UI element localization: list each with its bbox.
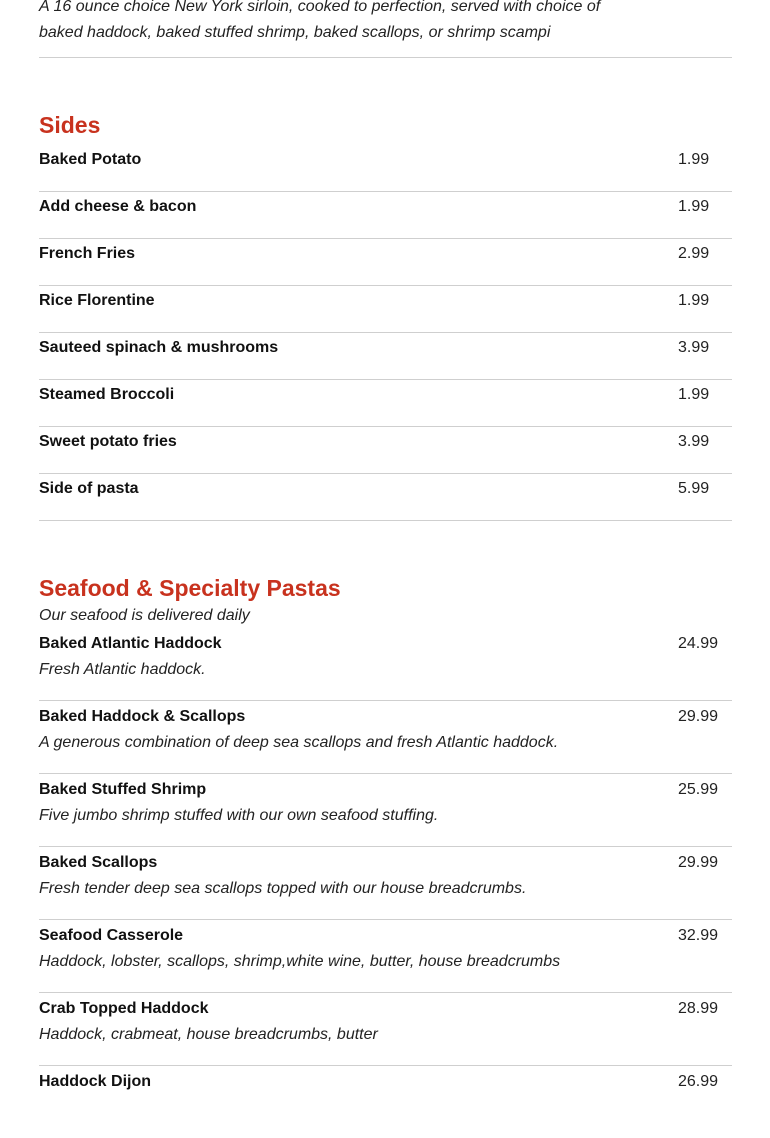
item-price: 5.99 bbox=[678, 480, 710, 497]
top-item-description bbox=[39, 0, 732, 46]
item-price: 1.99 bbox=[678, 292, 710, 309]
item-description: Haddock, crabmeat, house breadcrumbs, butter bbox=[39, 1026, 378, 1043]
item-price: 29.99 bbox=[678, 708, 719, 725]
item-name: Side of pasta bbox=[39, 480, 139, 497]
item-name: Rice Florentine bbox=[39, 292, 155, 309]
item-name: Baked Haddock & Scallops bbox=[39, 708, 246, 725]
item-name: Baked Potato bbox=[39, 151, 142, 168]
menu-item bbox=[39, 920, 732, 993]
item-price: 25.99 bbox=[678, 781, 719, 798]
seafood-subtitle: Our seafood is delivered daily bbox=[39, 607, 250, 624]
seafood-title: Seafood & Specialty Pastas bbox=[39, 575, 341, 601]
item-price: 3.99 bbox=[678, 433, 710, 450]
item-name: Steamed Broccoli bbox=[39, 386, 175, 403]
item-price: 24.99 bbox=[678, 635, 719, 652]
item-price: 1.99 bbox=[678, 198, 710, 215]
menu-item bbox=[39, 145, 732, 192]
item-name: Seafood Casserole bbox=[39, 927, 184, 944]
menu-item bbox=[39, 192, 732, 239]
menu-item bbox=[39, 427, 732, 474]
item-name: Add cheese & bacon bbox=[39, 198, 197, 215]
menu-item bbox=[39, 1066, 732, 1138]
item-price: 28.99 bbox=[678, 1000, 719, 1017]
item-description: A generous combination of deep sea scallops and fresh Atlantic haddock. bbox=[39, 734, 559, 751]
item-name: Baked Atlantic Haddock bbox=[39, 635, 222, 652]
item-price: 32.99 bbox=[678, 927, 719, 944]
item-name: Sweet potato fries bbox=[39, 433, 177, 450]
menu-item bbox=[39, 286, 732, 333]
top-item-description-line1: A 16 ounce choice New York sirloin, cooked to perfection, served with choice of bbox=[39, 0, 601, 15]
menu-item bbox=[39, 380, 732, 427]
item-description: Haddock, lobster, scallops, shrimp,white wine, butter, house breadcrumbs bbox=[39, 953, 561, 970]
menu-item bbox=[39, 628, 732, 701]
item-name: Crab Topped Haddock bbox=[39, 1000, 209, 1017]
item-price: 3.99 bbox=[678, 339, 710, 356]
menu-item bbox=[39, 847, 732, 920]
item-price: 1.99 bbox=[678, 386, 710, 403]
item-name: Sauteed spinach & mushrooms bbox=[39, 339, 279, 356]
top-item-description-line2: baked haddock, baked stuffed shrimp, baked scallops, or shrimp scampi bbox=[39, 24, 551, 41]
menu-item bbox=[39, 333, 732, 380]
seafood-section bbox=[39, 574, 732, 1138]
item-description: Five jumbo shrimp stuffed with our own seafood stuffing. bbox=[39, 807, 439, 824]
item-price: 2.99 bbox=[678, 245, 710, 262]
menu-item bbox=[39, 239, 732, 286]
item-price: 1.99 bbox=[678, 151, 710, 168]
menu-item bbox=[39, 774, 732, 847]
divider bbox=[39, 57, 732, 58]
menu-page bbox=[39, 0, 732, 1138]
item-name: Baked Scallops bbox=[39, 854, 158, 871]
item-description: Fresh tender deep sea scallops topped with our house breadcrumbs. bbox=[39, 880, 527, 897]
item-name: Baked Stuffed Shrimp bbox=[39, 781, 207, 798]
item-name: Haddock Dijon bbox=[39, 1073, 152, 1090]
menu-item bbox=[39, 701, 732, 774]
item-price: 29.99 bbox=[678, 854, 719, 871]
menu-item bbox=[39, 474, 732, 521]
item-price: 26.99 bbox=[678, 1073, 719, 1090]
item-name: French Fries bbox=[39, 245, 136, 262]
item-description: Fresh Atlantic haddock. bbox=[39, 661, 206, 678]
menu-item bbox=[39, 993, 732, 1066]
sides-section bbox=[39, 111, 732, 521]
sides-title: Sides bbox=[39, 112, 101, 138]
